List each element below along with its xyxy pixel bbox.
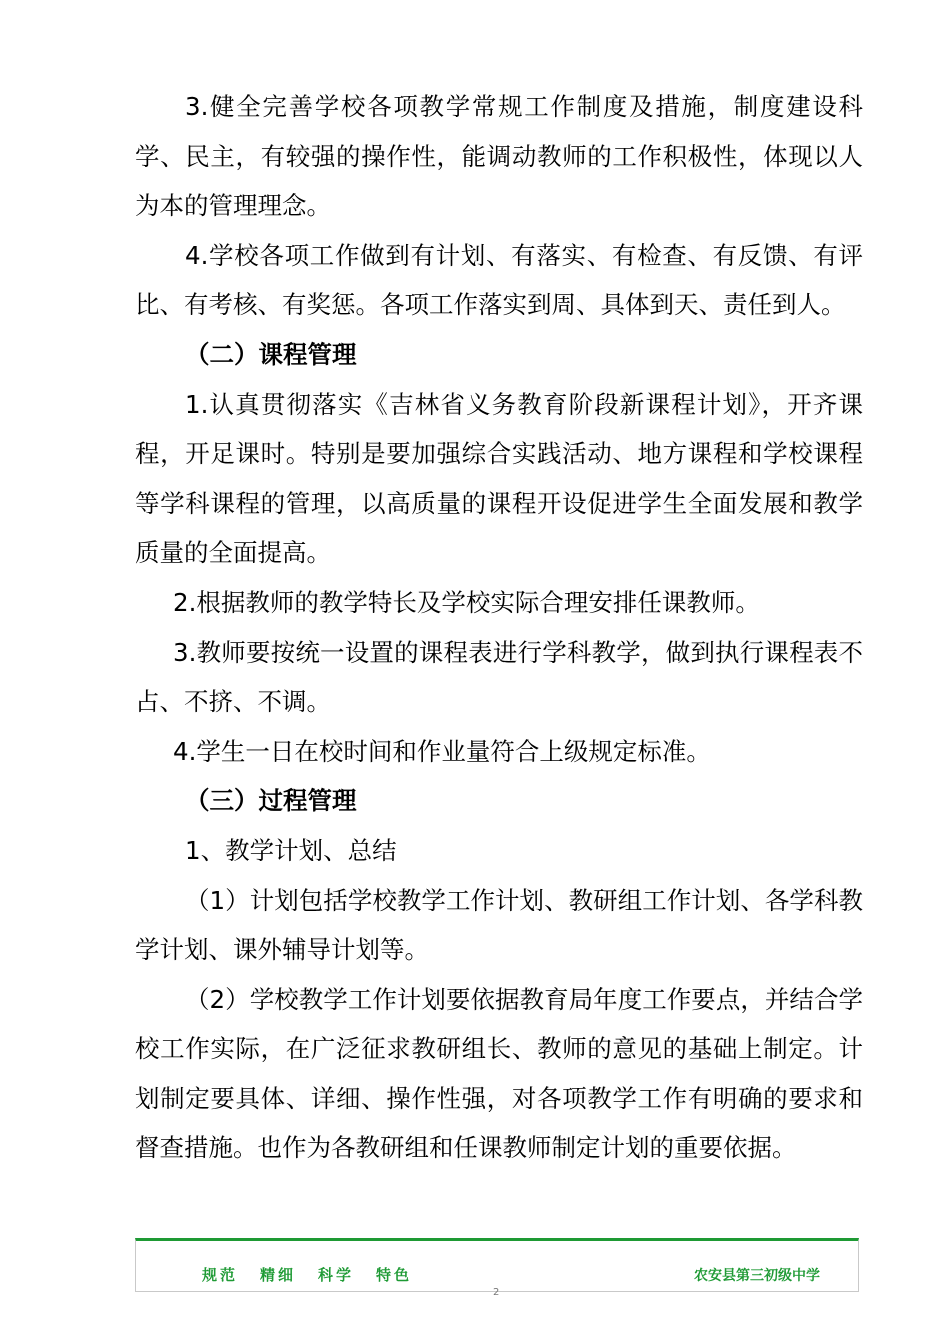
paragraph-student-time: 4.学生一日在校时间和作业量符合上级规定标准。 — [173, 736, 711, 766]
section-heading-curriculum: （二）课程管理 — [185, 339, 357, 369]
section-heading-process: （三）过程管理 — [185, 786, 357, 816]
paragraph-schedule: 3.教师要按统一设置的课程表进行学科教学，做到执行课程表不占、不挤、不调。 — [135, 637, 863, 717]
paragraph-plan-details: （2）学校教学工作计划要依据教育局年度工作要点，并结合学校工作实际，在广泛征求教研组长、教师的意见的基础上制定。计划制定要具体、详细、操作性强，对各项教学工作有明确的要求和督查措施。也作为各教研组和任课教师制定计划的重要依据。 — [135, 984, 863, 1163]
motto-item: 精细 — [260, 1266, 297, 1284]
motto-item: 规范 — [202, 1266, 239, 1284]
motto-item: 科学 — [318, 1266, 355, 1284]
paragraph-planning: 4.学校各项工作做到有计划、有落实、有检查、有反馈、有评比、有考核、有奖惩。各项工作落实到周、具体到天、责任到人。 — [135, 240, 863, 320]
footer-school-name: 农安县第三初级中学 — [694, 1268, 820, 1284]
page-footer — [135, 1238, 859, 1292]
motto-item: 特色 — [376, 1266, 413, 1284]
paragraph-plan-types: （1）计划包括学校教学工作计划、教研组工作计划、各学科教学计划、课外辅导计划等。 — [135, 885, 863, 965]
page-number: 2 — [493, 1287, 500, 1298]
footer-motto — [202, 1264, 434, 1285]
paragraph-teacher-assignment: 2.根据教师的教学特长及学校实际合理安排任课教师。 — [173, 587, 760, 617]
paragraph-curriculum-plan: 1.认真贯彻落实《吉林省义务教育阶段新课程计划》，开齐课程，开足课时。特别是要加强综合实践活动、地方课程和学校课程等学科课程的管理，以高质量的课程开设促进学生全面发展和教学质量的全面提高。 — [135, 389, 863, 568]
paragraph-regulations: 3.健全完善学校各项教学常规工作制度及措施，制度建设科学、民主，有较强的操作性，能调动教师的工作积极性，体现以人为本的管理理念。 — [135, 92, 863, 221]
document-body — [135, 82, 863, 1173]
paragraph-plan-summary: 1、教学计划、总结 — [185, 835, 397, 865]
